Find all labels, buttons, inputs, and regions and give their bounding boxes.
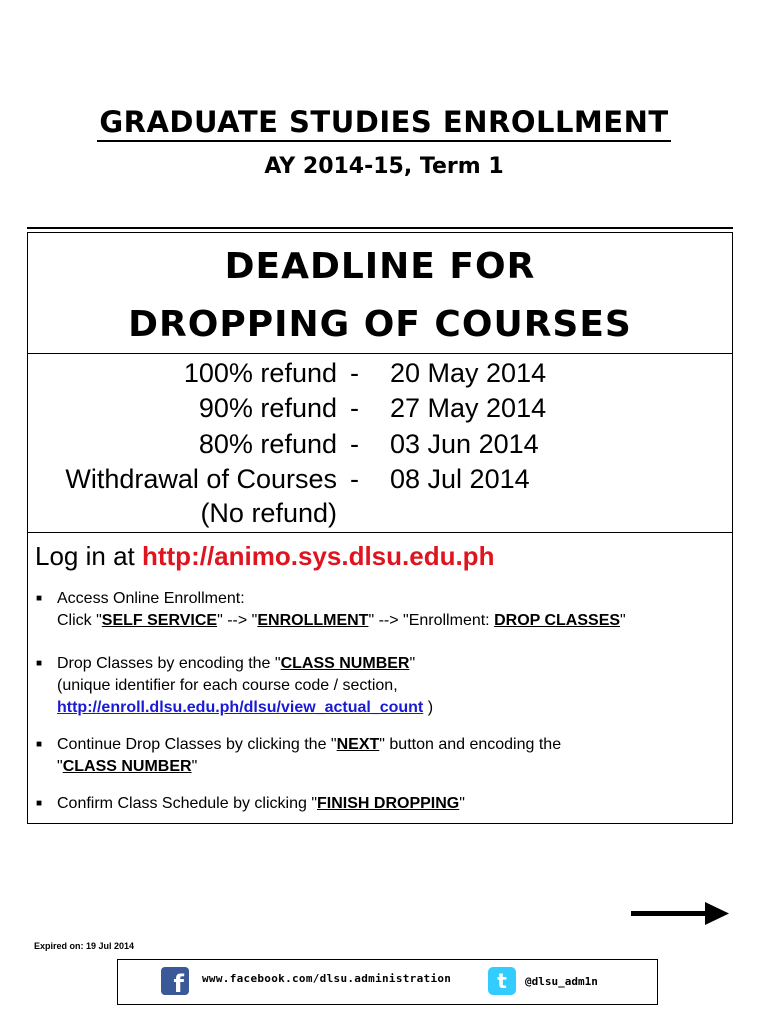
page-title: GRADUATE STUDIES ENROLLMENT <box>97 104 670 142</box>
social-footer <box>117 959 658 1005</box>
arrow-right-icon[interactable] <box>631 900 731 928</box>
deadline-heading-line2: DROPPING OF COURSES <box>128 304 632 345</box>
step-text: Access Online Enrollment: <box>57 590 245 607</box>
refund-label: 90% refund <box>198 393 337 423</box>
bullet-icon: ■ <box>36 593 43 604</box>
divider <box>27 227 733 229</box>
deadline-heading-line1: DEADLINE FOR <box>224 246 536 287</box>
step-text: "CLASS NUMBER" <box>57 758 198 775</box>
view-actual-count-link[interactable]: http://enroll.dlsu.edu.ph/dlsu/view_actual_count <box>57 699 424 716</box>
refund-dash: - <box>350 393 359 423</box>
twitter-icon[interactable]: t <box>488 967 516 995</box>
expiry-note: Expired on: 19 Jul 2014 <box>34 941 135 951</box>
refund-row <box>28 464 732 500</box>
facebook-icon[interactable]: f <box>161 967 189 995</box>
twitter-handle-link[interactable]: @dlsu_adm1n <box>525 975 598 988</box>
page-subtitle: AY 2014-15, Term 1 <box>264 154 504 179</box>
step-text: Drop Classes by encoding the "CLASS NUMBER" <box>57 655 416 672</box>
refund-row <box>28 393 732 429</box>
step-text: (unique identifier for each course code / section, <box>57 677 398 694</box>
refund-dash: - <box>350 429 359 459</box>
withdrawal-note: (No refund) <box>200 498 337 528</box>
bullet-icon: ■ <box>36 798 43 809</box>
deadline-box <box>27 232 733 824</box>
refund-schedule <box>28 354 732 533</box>
enrollment-term: ENROLLMENT <box>257 612 369 629</box>
step-item <box>36 588 726 632</box>
refund-label: Withdrawal of Courses <box>65 464 337 494</box>
deadline-heading <box>28 233 732 354</box>
refund-date: 03 Jun 2014 <box>390 429 539 459</box>
step-item <box>36 734 726 778</box>
refund-dash: - <box>350 464 359 494</box>
refund-date: 20 May 2014 <box>390 358 547 388</box>
step-text: Continue Drop Classes by clicking the "NEXT" button and encoding the <box>57 736 562 753</box>
finish-dropping-term: FINISH DROPPING <box>317 795 460 812</box>
refund-label: 100% refund <box>183 358 337 388</box>
bullet-icon: ■ <box>36 658 43 669</box>
step-text: Confirm Class Schedule by clicking "FINISH DROPPING" <box>57 795 465 812</box>
login-url-link[interactable]: http://animo.sys.dlsu.edu.ph <box>141 541 495 571</box>
self-service-term: SELF SERVICE <box>101 612 218 629</box>
drop-classes-term: DROP CLASSES <box>494 612 621 629</box>
bullet-icon: ■ <box>36 739 43 750</box>
step-text: Click "SELF SERVICE" --> "ENROLLMENT" --> "Enrollment: DROP CLASSES" <box>57 612 626 629</box>
login-line <box>35 541 494 572</box>
refund-date: 27 May 2014 <box>390 393 547 423</box>
step-text: http://enroll.dlsu.edu.ph/dlsu/view_actual_count ) <box>57 699 434 716</box>
refund-dash: - <box>350 358 359 388</box>
refund-label: 80% refund <box>198 429 337 459</box>
refund-row <box>28 429 732 465</box>
instructions <box>28 533 732 823</box>
facebook-url-link[interactable]: www.facebook.com/dlsu.administration <box>202 972 452 985</box>
page-title-wrap <box>0 104 768 142</box>
class-number-term: CLASS NUMBER <box>62 758 192 775</box>
refund-date: 08 Jul 2014 <box>390 464 530 494</box>
next-term: NEXT <box>336 736 380 753</box>
login-prefix: Log in at <box>35 541 142 571</box>
step-item <box>36 793 726 815</box>
step-item <box>36 653 726 719</box>
class-number-term: CLASS NUMBER <box>280 655 410 672</box>
refund-row <box>28 358 732 394</box>
